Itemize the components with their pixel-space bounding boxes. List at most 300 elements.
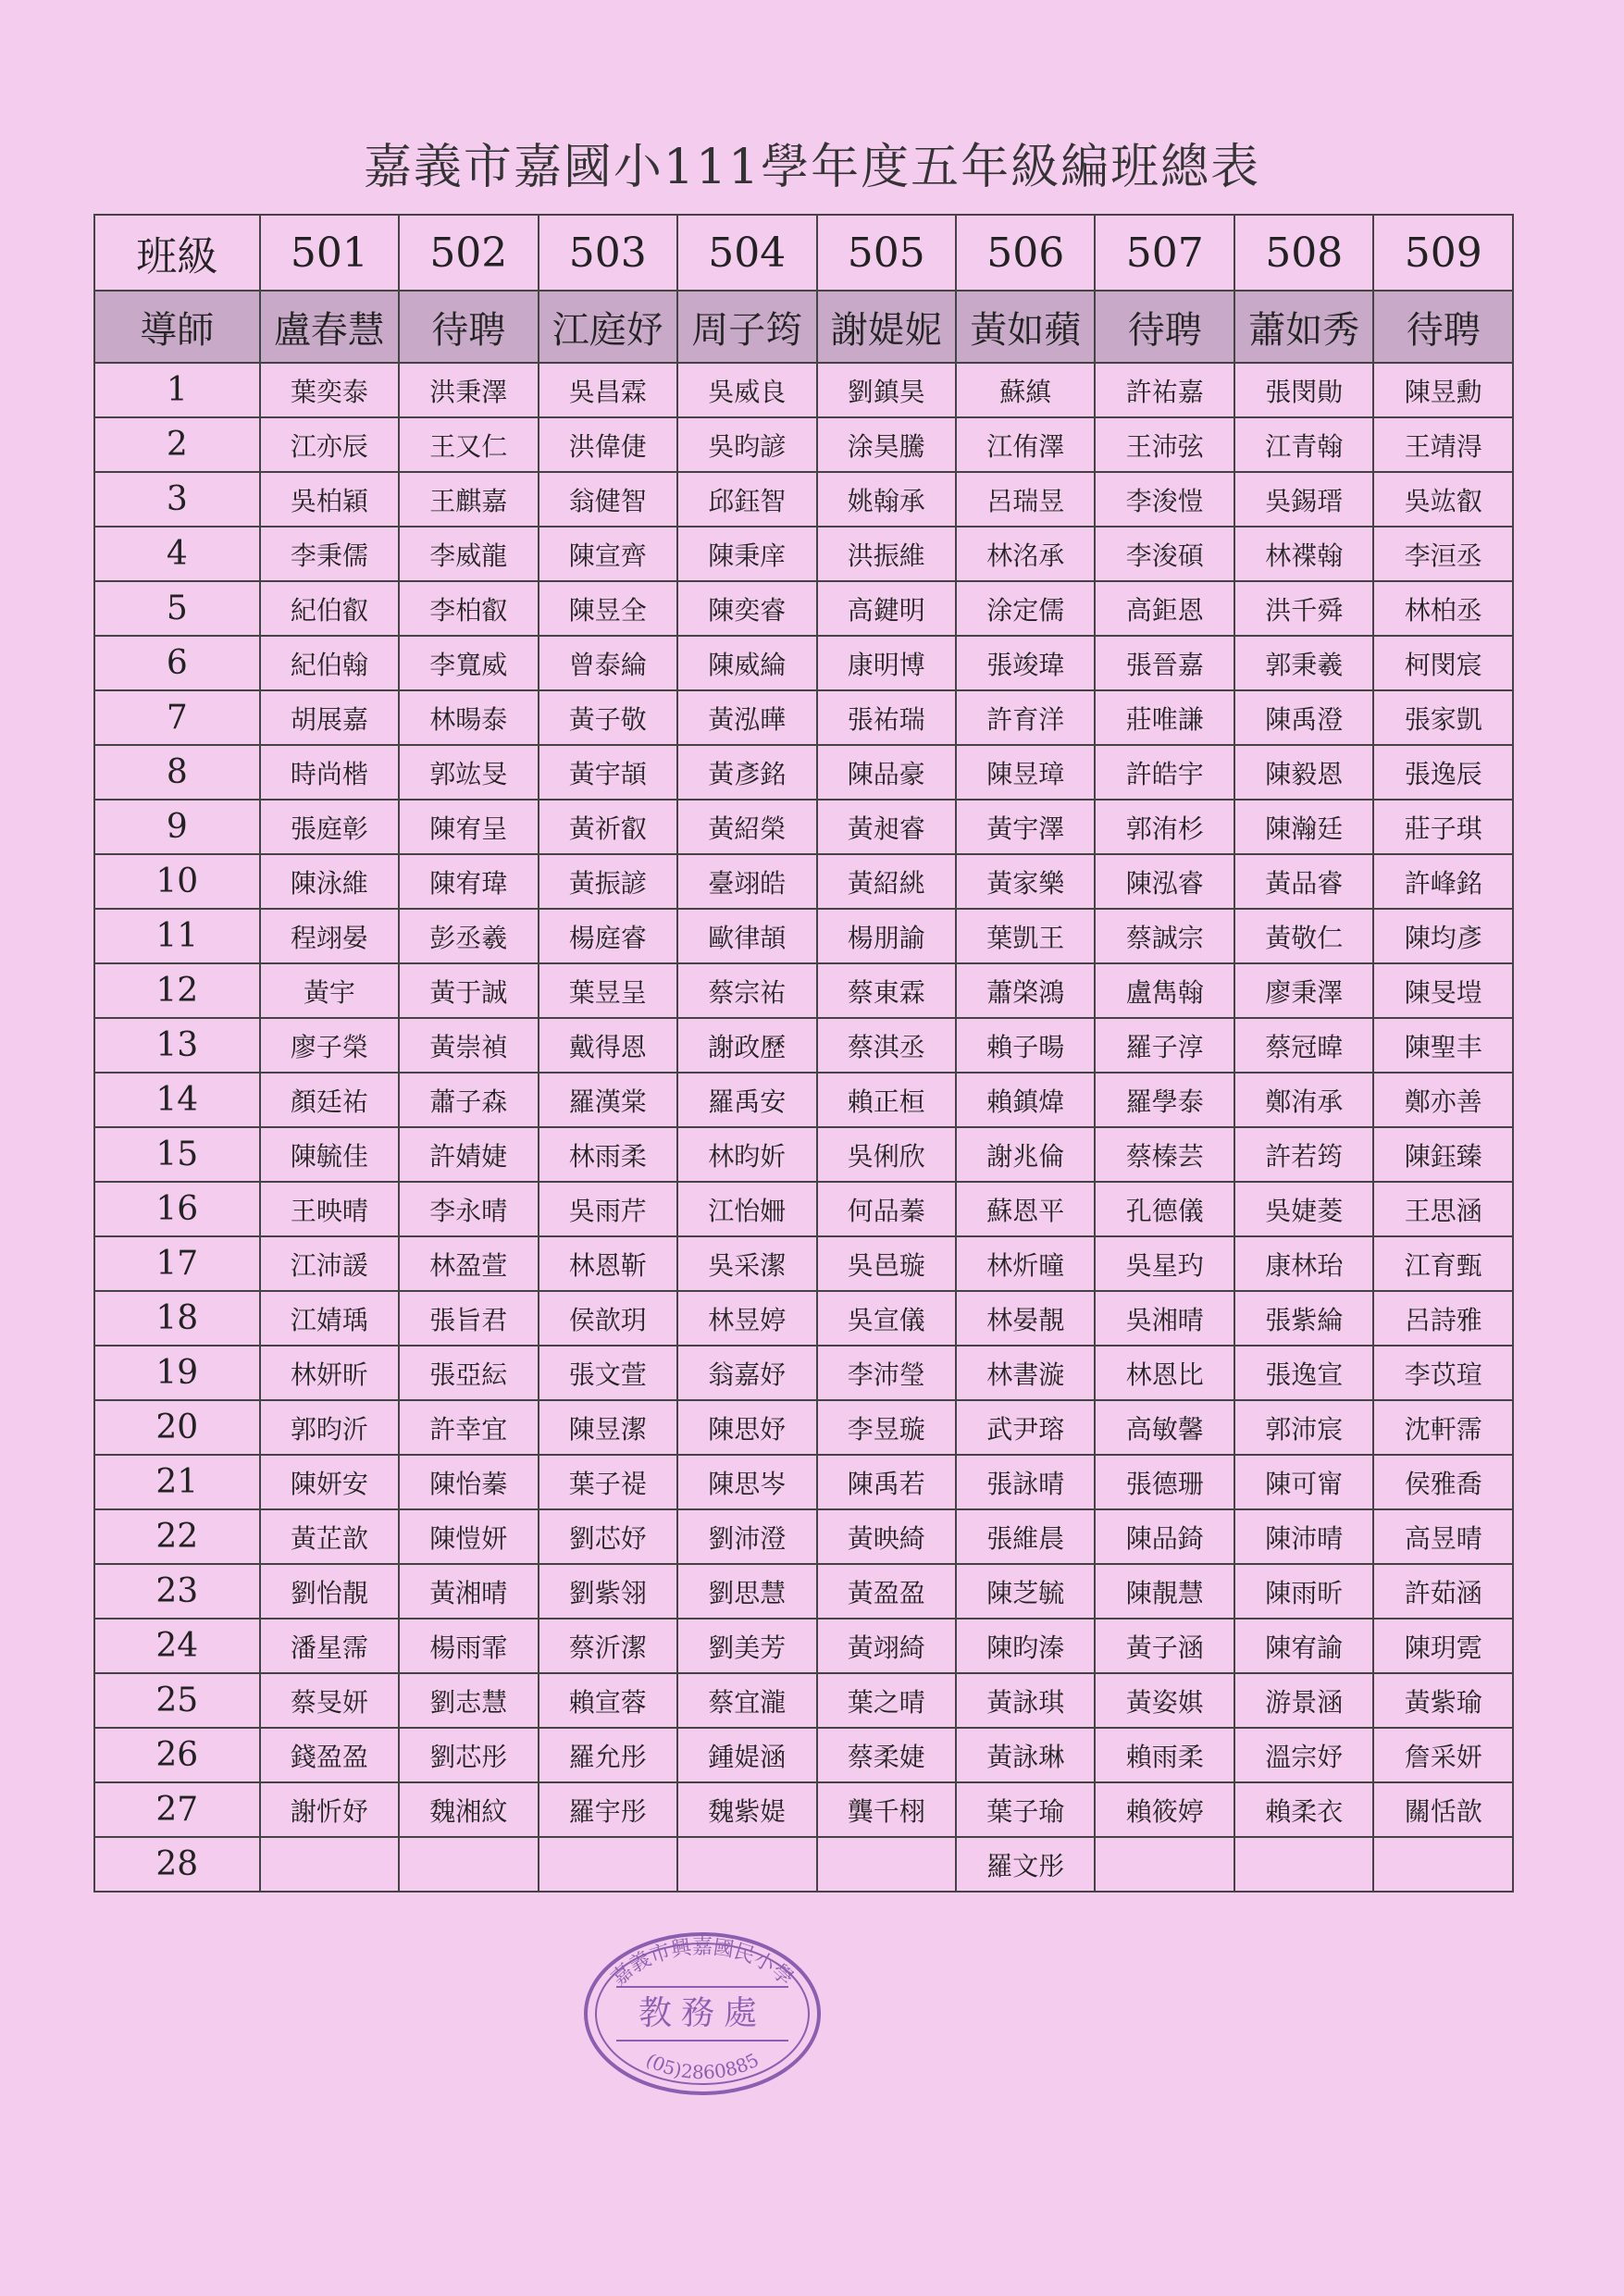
student-row: [94, 1837, 1513, 1892]
student-name: 吳昀諺: [677, 417, 816, 472]
student-name: 林昱婷: [677, 1291, 816, 1346]
class-header-row: [94, 215, 1513, 291]
student-name: 侯歆玥: [539, 1291, 677, 1346]
stamp-office-name: 教務處: [638, 1994, 767, 2032]
student-row: [94, 1564, 1513, 1619]
student-name: 紀伯叡: [260, 581, 399, 636]
seat-number: 9: [94, 800, 260, 854]
student-name: 黃宇: [260, 963, 399, 1018]
student-name: 江亦辰: [260, 417, 399, 472]
student-name: 翁嘉妤: [677, 1346, 816, 1400]
student-name: 溫宗妤: [1234, 1728, 1373, 1782]
student-name: 錢盈盈: [260, 1728, 399, 1782]
student-name: 劉沛澄: [677, 1509, 816, 1564]
student-name: 陳宥呈: [399, 800, 538, 854]
student-name: 張祐瑞: [817, 690, 956, 745]
student-name: 劉思慧: [677, 1564, 816, 1619]
student-name: 張旨君: [399, 1291, 538, 1346]
student-name: 蔡宜瀧: [677, 1673, 816, 1728]
student-name: 吳竑叡: [1373, 472, 1513, 527]
seat-number: 21: [94, 1455, 260, 1509]
teacher-name: 周子筠: [677, 291, 816, 363]
student-row: [94, 636, 1513, 690]
student-name: 高鍵明: [817, 581, 956, 636]
student-name: 關恬歆: [1373, 1782, 1513, 1837]
student-name: 陳瀚廷: [1234, 800, 1373, 854]
student-name: 郭秉羲: [1234, 636, 1373, 690]
student-name: 江育甄: [1373, 1236, 1513, 1291]
seat-number: 10: [94, 854, 260, 909]
student-name: 黃詠琪: [956, 1673, 1095, 1728]
student-name: 羅文彤: [956, 1837, 1095, 1892]
student-name: 呂詩雅: [1373, 1291, 1513, 1346]
student-name: 張逸宣: [1234, 1346, 1373, 1400]
student-row: [94, 1346, 1513, 1400]
student-name: 胡展嘉: [260, 690, 399, 745]
student-name: 涂定儒: [956, 581, 1095, 636]
student-name: 高敏馨: [1095, 1400, 1233, 1455]
student-name: 陳聖丰: [1373, 1018, 1513, 1073]
student-name: 陳思岑: [677, 1455, 816, 1509]
student-name: 黃映綺: [817, 1509, 956, 1564]
student-name: 劉芯彤: [399, 1728, 538, 1782]
student-name: 黃詠琳: [956, 1728, 1095, 1782]
student-name: 蔡淇丞: [817, 1018, 956, 1073]
student-name: 涂昊騰: [817, 417, 956, 472]
student-name: 蘇恩平: [956, 1182, 1095, 1236]
student-name: 蔡誠宗: [1095, 909, 1233, 963]
seat-number: 28: [94, 1837, 260, 1892]
student-name: 王思涵: [1373, 1182, 1513, 1236]
seat-number: 20: [94, 1400, 260, 1455]
student-row: [94, 1673, 1513, 1728]
student-name: 陳宥瑋: [399, 854, 538, 909]
student-name: 賴宣蓉: [539, 1673, 677, 1728]
seat-number: 17: [94, 1236, 260, 1291]
student-row: [94, 1728, 1513, 1782]
student-name: 蔡榛芸: [1095, 1127, 1233, 1182]
student-name: 陳鈺臻: [1373, 1127, 1513, 1182]
student-name: 羅禹安: [677, 1073, 816, 1127]
student-name: 謝政歷: [677, 1018, 816, 1073]
student-name: 陳昱全: [539, 581, 677, 636]
student-name: 龔千栩: [817, 1782, 956, 1837]
seat-number: 16: [94, 1182, 260, 1236]
student-name: 黃昶睿: [817, 800, 956, 854]
teacher-name: 待聘: [1095, 291, 1233, 363]
student-row: [94, 1782, 1513, 1837]
teacher-name: 謝媞妮: [817, 291, 956, 363]
student-name: 王映晴: [260, 1182, 399, 1236]
student-name: 張閔勛: [1234, 363, 1373, 417]
student-name: 莊唯謙: [1095, 690, 1233, 745]
student-name: 鄭洧承: [1234, 1073, 1373, 1127]
student-name: 劉鎮昊: [817, 363, 956, 417]
student-name: 陳泓睿: [1095, 854, 1233, 909]
student-name: 侯雅喬: [1373, 1455, 1513, 1509]
student-name: 黃于誠: [399, 963, 538, 1018]
student-row: [94, 1073, 1513, 1127]
student-name: 呂瑞昱: [956, 472, 1095, 527]
student-row: [94, 527, 1513, 581]
student-name: 蕭棨鴻: [956, 963, 1095, 1018]
student-name: 陳雨昕: [1234, 1564, 1373, 1619]
student-name: 吳俐欣: [817, 1127, 956, 1182]
student-name: 詹采妍: [1373, 1728, 1513, 1782]
student-name: 李柏叡: [399, 581, 538, 636]
class-roster-table: [93, 214, 1514, 1893]
seat-number: 11: [94, 909, 260, 963]
teacher-label: 導師: [94, 291, 260, 363]
student-name: 洪偉倢: [539, 417, 677, 472]
student-name: 黃子涵: [1095, 1619, 1233, 1673]
student-name: [817, 1837, 956, 1892]
seat-number: 4: [94, 527, 260, 581]
student-name: 黃振諺: [539, 854, 677, 909]
student-row: [94, 1400, 1513, 1455]
student-name: 賴正桓: [817, 1073, 956, 1127]
student-name: 黃敬仁: [1234, 909, 1373, 963]
student-name: 陳奕睿: [677, 581, 816, 636]
student-name: 洪秉澤: [399, 363, 538, 417]
student-name: 林書漩: [956, 1346, 1095, 1400]
seat-number: 24: [94, 1619, 260, 1673]
student-name: 陳品豪: [817, 745, 956, 800]
student-row: [94, 690, 1513, 745]
student-name: 羅學泰: [1095, 1073, 1233, 1127]
student-name: 黃宇澤: [956, 800, 1095, 854]
student-name: [1234, 1837, 1373, 1892]
student-name: 彭丞羲: [399, 909, 538, 963]
teacher-name: 黃如蘋: [956, 291, 1095, 363]
student-name: 林晏靚: [956, 1291, 1095, 1346]
student-name: 賴子暘: [956, 1018, 1095, 1073]
student-name: 王靖淂: [1373, 417, 1513, 472]
student-name: 楊庭睿: [539, 909, 677, 963]
student-name: 武尹瑢: [956, 1400, 1095, 1455]
student-name: 李威龍: [399, 527, 538, 581]
student-name: 郭昀沂: [260, 1400, 399, 1455]
class-number: 507: [1095, 215, 1233, 291]
svg-text:嘉義市興嘉國民小學: [607, 1936, 797, 1991]
student-row: [94, 363, 1513, 417]
student-name: 陳毅恩: [1234, 745, 1373, 800]
student-name: 李永晴: [399, 1182, 538, 1236]
student-name: 吳邑璇: [817, 1236, 956, 1291]
student-name: 黃紹榮: [677, 800, 816, 854]
student-name: 陳思妤: [677, 1400, 816, 1455]
student-name: 魏紫媞: [677, 1782, 816, 1837]
student-name: 戴得恩: [539, 1018, 677, 1073]
student-name: 黃紫瑜: [1373, 1673, 1513, 1728]
student-name: 陳昱勳: [1373, 363, 1513, 417]
student-name: 林褋翰: [1234, 527, 1373, 581]
student-name: 歐律頡: [677, 909, 816, 963]
student-name: 李昱璇: [817, 1400, 956, 1455]
student-name: 孔德儀: [1095, 1182, 1233, 1236]
student-name: 李秉儒: [260, 527, 399, 581]
seat-number: 22: [94, 1509, 260, 1564]
student-name: 黃彥銘: [677, 745, 816, 800]
student-name: 葉之晴: [817, 1673, 956, 1728]
student-name: 許婧婕: [399, 1127, 538, 1182]
student-row: [94, 1018, 1513, 1073]
student-name: 顏廷祐: [260, 1073, 399, 1127]
student-name: 康林珆: [1234, 1236, 1373, 1291]
student-row: [94, 909, 1513, 963]
seat-number: 3: [94, 472, 260, 527]
student-name: 陳沛晴: [1234, 1509, 1373, 1564]
student-name: 賴柔衣: [1234, 1782, 1373, 1837]
student-name: 黃芷歆: [260, 1509, 399, 1564]
seat-number: 18: [94, 1291, 260, 1346]
class-label: 班級: [94, 215, 260, 291]
student-row: [94, 1182, 1513, 1236]
student-name: 王麒嘉: [399, 472, 538, 527]
student-name: 劉志慧: [399, 1673, 538, 1728]
student-name: [1373, 1837, 1513, 1892]
teacher-name: 江庭妤: [539, 291, 677, 363]
student-name: 陳毓佳: [260, 1127, 399, 1182]
student-name: 陳均彥: [1373, 909, 1513, 963]
student-name: 李浚愷: [1095, 472, 1233, 527]
teacher-name: 待聘: [399, 291, 538, 363]
student-name: 許育洋: [956, 690, 1095, 745]
student-row: [94, 800, 1513, 854]
student-name: 蔡冠暐: [1234, 1018, 1373, 1073]
student-name: 吳湘晴: [1095, 1291, 1233, 1346]
student-name: 李浚碩: [1095, 527, 1233, 581]
student-name: 康明博: [817, 636, 956, 690]
student-name: 張維晨: [956, 1509, 1095, 1564]
class-number: 506: [956, 215, 1095, 291]
student-name: 時尚楷: [260, 745, 399, 800]
student-name: 賴雨柔: [1095, 1728, 1233, 1782]
student-name: 許茹涵: [1373, 1564, 1513, 1619]
student-row: [94, 1619, 1513, 1673]
student-name: 賴鎮煒: [956, 1073, 1095, 1127]
student-name: 陳妍安: [260, 1455, 399, 1509]
student-name: 張家凱: [1373, 690, 1513, 745]
student-name: 李沛瑩: [817, 1346, 956, 1400]
student-name: 江婧瑀: [260, 1291, 399, 1346]
student-name: 許皓宇: [1095, 745, 1233, 800]
student-name: 葉昱呈: [539, 963, 677, 1018]
teacher-name: 待聘: [1373, 291, 1513, 363]
seat-number: 2: [94, 417, 260, 472]
student-name: 臺翊皓: [677, 854, 816, 909]
student-name: 劉美芳: [677, 1619, 816, 1673]
student-name: 吳雨芹: [539, 1182, 677, 1236]
student-row: [94, 417, 1513, 472]
stamp-phone: (05)2860885: [642, 2048, 762, 2084]
student-name: 黃崇禎: [399, 1018, 538, 1073]
student-name: 許祐嘉: [1095, 363, 1233, 417]
student-name: 林盈萱: [399, 1236, 538, 1291]
student-name: 葉子禔: [539, 1455, 677, 1509]
student-name: 黃盈盈: [817, 1564, 956, 1619]
student-name: 陳昱潔: [539, 1400, 677, 1455]
seat-number: 1: [94, 363, 260, 417]
teacher-name: 盧春慧: [260, 291, 399, 363]
student-name: 陳禹澄: [1234, 690, 1373, 745]
student-name: 李苡瑄: [1373, 1346, 1513, 1400]
student-name: 羅漢棠: [539, 1073, 677, 1127]
seat-number: 23: [94, 1564, 260, 1619]
student-name: 江怡姍: [677, 1182, 816, 1236]
student-name: 魏湘紋: [399, 1782, 538, 1837]
student-name: 陳可甯: [1234, 1455, 1373, 1509]
student-name: 郭洧杉: [1095, 800, 1233, 854]
student-name: 程翊晏: [260, 909, 399, 963]
student-name: 吳婕菱: [1234, 1182, 1373, 1236]
student-name: 廖秉澤: [1234, 963, 1373, 1018]
student-name: 蔡旻妍: [260, 1673, 399, 1728]
student-name: 黃翊綺: [817, 1619, 956, 1673]
class-number: 503: [539, 215, 677, 291]
student-name: 沈軒霈: [1373, 1400, 1513, 1455]
student-name: 吳宣儀: [817, 1291, 956, 1346]
student-name: 楊朋諭: [817, 909, 956, 963]
seat-number: 26: [94, 1728, 260, 1782]
student-name: 黃子敬: [539, 690, 677, 745]
student-name: 羅宇彤: [539, 1782, 677, 1837]
student-name: 黃湘晴: [399, 1564, 538, 1619]
student-name: 李寬威: [399, 636, 538, 690]
student-name: 莊子琪: [1373, 800, 1513, 854]
class-number: 508: [1234, 215, 1373, 291]
student-name: 劉芯妤: [539, 1509, 677, 1564]
student-name: 蔡宗祐: [677, 963, 816, 1018]
student-rows: [94, 363, 1513, 1892]
student-name: 陳秉庠: [677, 527, 816, 581]
student-name: 王沛弦: [1095, 417, 1233, 472]
student-name: 黃姿娸: [1095, 1673, 1233, 1728]
student-name: 吳柏穎: [260, 472, 399, 527]
student-name: 吳采潔: [677, 1236, 816, 1291]
student-name: 陳旻塏: [1373, 963, 1513, 1018]
student-name: 邱鈺智: [677, 472, 816, 527]
seat-number: 15: [94, 1127, 260, 1182]
student-name: 許峰銘: [1373, 854, 1513, 909]
student-name: [677, 1837, 816, 1892]
student-name: 林昀妡: [677, 1127, 816, 1182]
student-name: 陳品錡: [1095, 1509, 1233, 1564]
student-name: 劉怡靚: [260, 1564, 399, 1619]
student-name: 陳威綸: [677, 636, 816, 690]
seat-number: 5: [94, 581, 260, 636]
student-name: 羅子淳: [1095, 1018, 1233, 1073]
seat-number: 27: [94, 1782, 260, 1837]
student-name: 洪振維: [817, 527, 956, 581]
student-name: 翁健智: [539, 472, 677, 527]
student-name: 林恩比: [1095, 1346, 1233, 1400]
student-name: [1095, 1837, 1233, 1892]
student-name: 潘星霈: [260, 1619, 399, 1673]
student-name: 林柏丞: [1373, 581, 1513, 636]
student-name: 羅允彤: [539, 1728, 677, 1782]
student-name: 陳禹若: [817, 1455, 956, 1509]
student-row: [94, 1236, 1513, 1291]
teacher-name: 蕭如秀: [1234, 291, 1373, 363]
student-name: 陳泳維: [260, 854, 399, 909]
student-name: 賴筱婷: [1095, 1782, 1233, 1837]
student-name: 陳怡蓁: [399, 1455, 538, 1509]
student-name: 張紫綸: [1234, 1291, 1373, 1346]
student-name: 曾泰綸: [539, 636, 677, 690]
class-number: 505: [817, 215, 956, 291]
student-name: 許若筠: [1234, 1127, 1373, 1182]
student-name: 葉奕泰: [260, 363, 399, 417]
class-number: 502: [399, 215, 538, 291]
student-name: 張詠晴: [956, 1455, 1095, 1509]
student-name: 陳昱璋: [956, 745, 1095, 800]
student-name: 黃祈叡: [539, 800, 677, 854]
seat-number: 8: [94, 745, 260, 800]
student-name: 陳愷妍: [399, 1509, 538, 1564]
student-name: 高昱晴: [1373, 1509, 1513, 1564]
student-name: 陳宣齊: [539, 527, 677, 581]
student-name: 柯閔宸: [1373, 636, 1513, 690]
student-row: [94, 472, 1513, 527]
student-row: [94, 1291, 1513, 1346]
class-number: 501: [260, 215, 399, 291]
student-name: 陳昀溱: [956, 1619, 1095, 1673]
student-row: [94, 1127, 1513, 1182]
student-name: 王又仁: [399, 417, 538, 472]
seat-number: 7: [94, 690, 260, 745]
student-name: 林炘曈: [956, 1236, 1095, 1291]
student-name: 吳昌霖: [539, 363, 677, 417]
student-name: 黃紹絩: [817, 854, 956, 909]
student-name: 盧雋翰: [1095, 963, 1233, 1018]
student-name: [399, 1837, 538, 1892]
student-name: 江沛諼: [260, 1236, 399, 1291]
student-name: 游景涵: [1234, 1673, 1373, 1728]
seat-number: 13: [94, 1018, 260, 1073]
student-name: 陳玥霓: [1373, 1619, 1513, 1673]
student-name: 姚翰承: [817, 472, 956, 527]
student-name: 郭竑旻: [399, 745, 538, 800]
student-name: 紀伯翰: [260, 636, 399, 690]
student-name: 黃品睿: [1234, 854, 1373, 909]
student-name: 楊雨霏: [399, 1619, 538, 1673]
school-office-stamp: [579, 1928, 825, 2100]
student-name: [260, 1837, 399, 1892]
student-name: 張晉嘉: [1095, 636, 1233, 690]
student-name: 林妍昕: [260, 1346, 399, 1400]
student-name: 林暘泰: [399, 690, 538, 745]
stamp-school-name: 嘉義市興嘉國民小學: [607, 1936, 798, 1992]
student-row: [94, 581, 1513, 636]
student-name: 蔡東霖: [817, 963, 956, 1018]
seat-number: 6: [94, 636, 260, 690]
student-name: 黃宇頡: [539, 745, 677, 800]
student-name: 林洺承: [956, 527, 1095, 581]
student-name: 林恩靳: [539, 1236, 677, 1291]
student-name: 張逸辰: [1373, 745, 1513, 800]
student-name: 劉紫翎: [539, 1564, 677, 1619]
student-name: 李洹丞: [1373, 527, 1513, 581]
student-name: 張亞紜: [399, 1346, 538, 1400]
student-name: 黃泓曄: [677, 690, 816, 745]
student-name: 郭沛宸: [1234, 1400, 1373, 1455]
student-name: 許幸宜: [399, 1400, 538, 1455]
student-name: 謝兆倫: [956, 1127, 1095, 1182]
student-name: [539, 1837, 677, 1892]
seat-number: 19: [94, 1346, 260, 1400]
student-name: 廖子榮: [260, 1018, 399, 1073]
